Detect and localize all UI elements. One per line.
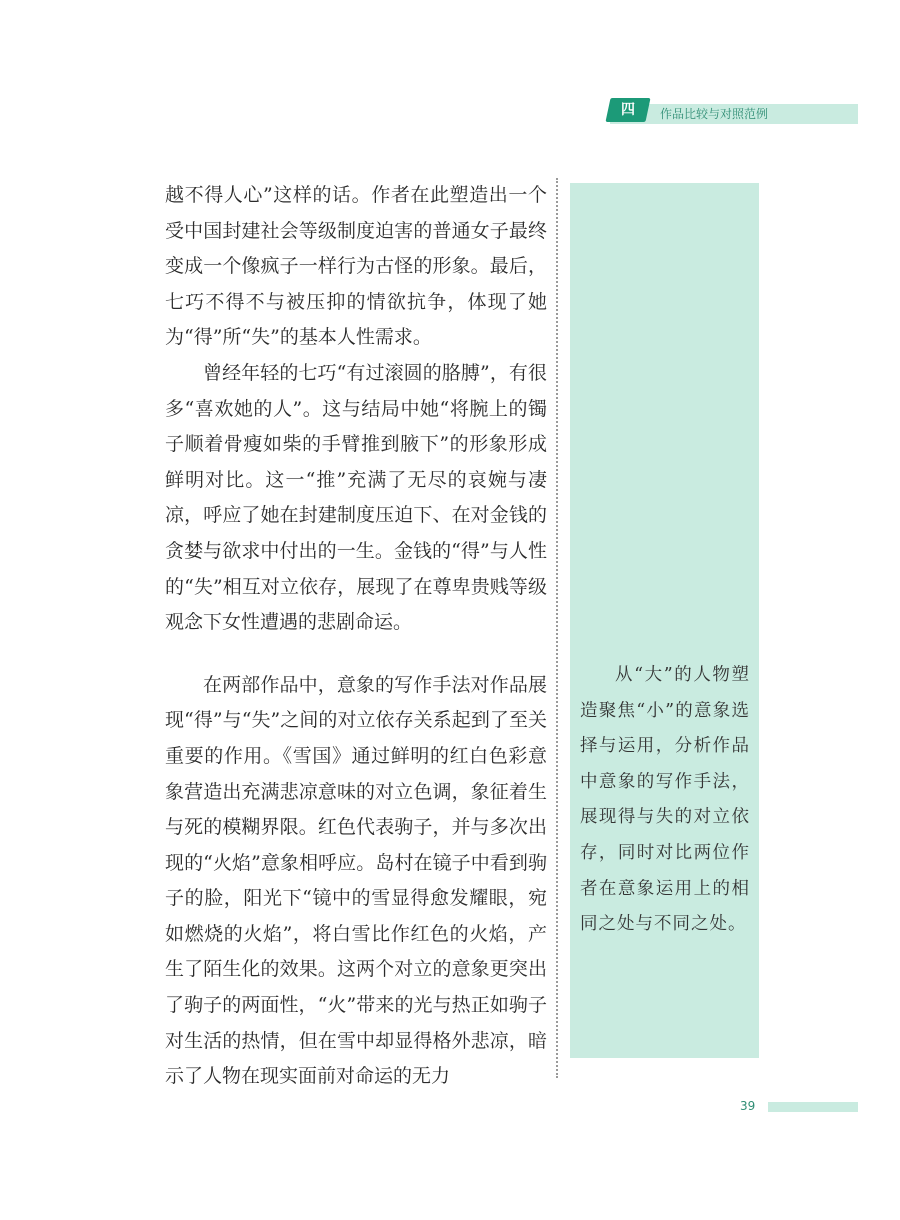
chapter-title: 作品比较与对照范例 xyxy=(660,107,769,121)
paragraph-3: 在两部作品中，意象的写作手法对作品展现“得”与“失”之间的对立依存关系起到了至关重要的作用。《雪国》通过鲜明的红白色彩意象营造出充满悲凉意味的对立色调，象征着生与死的模糊界限。红色代表驹子，并与多次出现的“火焰”意象相呼应。岛村在镜子中看到驹子的脸，阳光下“镜中的雪显得愈发耀眼，宛如燃烧的火焰”，将白雪比作红色的火焰，产生了陌生化的效果。这两个对立的意象更突出了驹子的两面性，“火”带来的光与热正如驹子对生活的热情，但在雪中却显得格外悲凉，暗示了人物在现实面前对命运的无力 xyxy=(165,673,547,1088)
paragraph-1: 越不得人心”这样的话。作者在此塑造出一个受中国封建社会等级制度迫害的普通女子最终变成一个像疯子一样行为古怪的形象。最后，七巧不得不与被压抑的情欲抗争，体现了她为“得”所“失”的基本人性需求。 xyxy=(165,184,547,349)
page-number: 39 xyxy=(740,1099,756,1113)
paragraph-2: 曾经年轻的七巧“有过滚圆的胳膊”，有很多“喜欢她的人”。这与结局中她“将腕上的镯子顺着骨瘦如柴的手臂推到腋下”的形象形成鲜明对比。这一“推”充满了无尽的哀婉与凄凉，呼应了她在封建制度压迫下、在对金钱的贪婪与欲求中付出的一生。金钱的“得”与人性的“失”相互对立依存，展现了在尊卑贵贱等级观念下女性遭遇的悲剧命运。 xyxy=(165,361,547,634)
chapter-number: 四 xyxy=(621,102,635,118)
footer-bar xyxy=(768,1102,858,1112)
main-text-column xyxy=(165,178,547,1095)
dotted-divider xyxy=(556,178,558,1078)
chapter-badge xyxy=(605,98,650,122)
side-note-text: 从“大”的人物塑造聚焦“小”的意象选择与运用，分析作品中意象的写作手法，展现得与失的对立依存，同时对比两位作者在意象运用上的相同之处与不同之处。 xyxy=(580,665,750,935)
